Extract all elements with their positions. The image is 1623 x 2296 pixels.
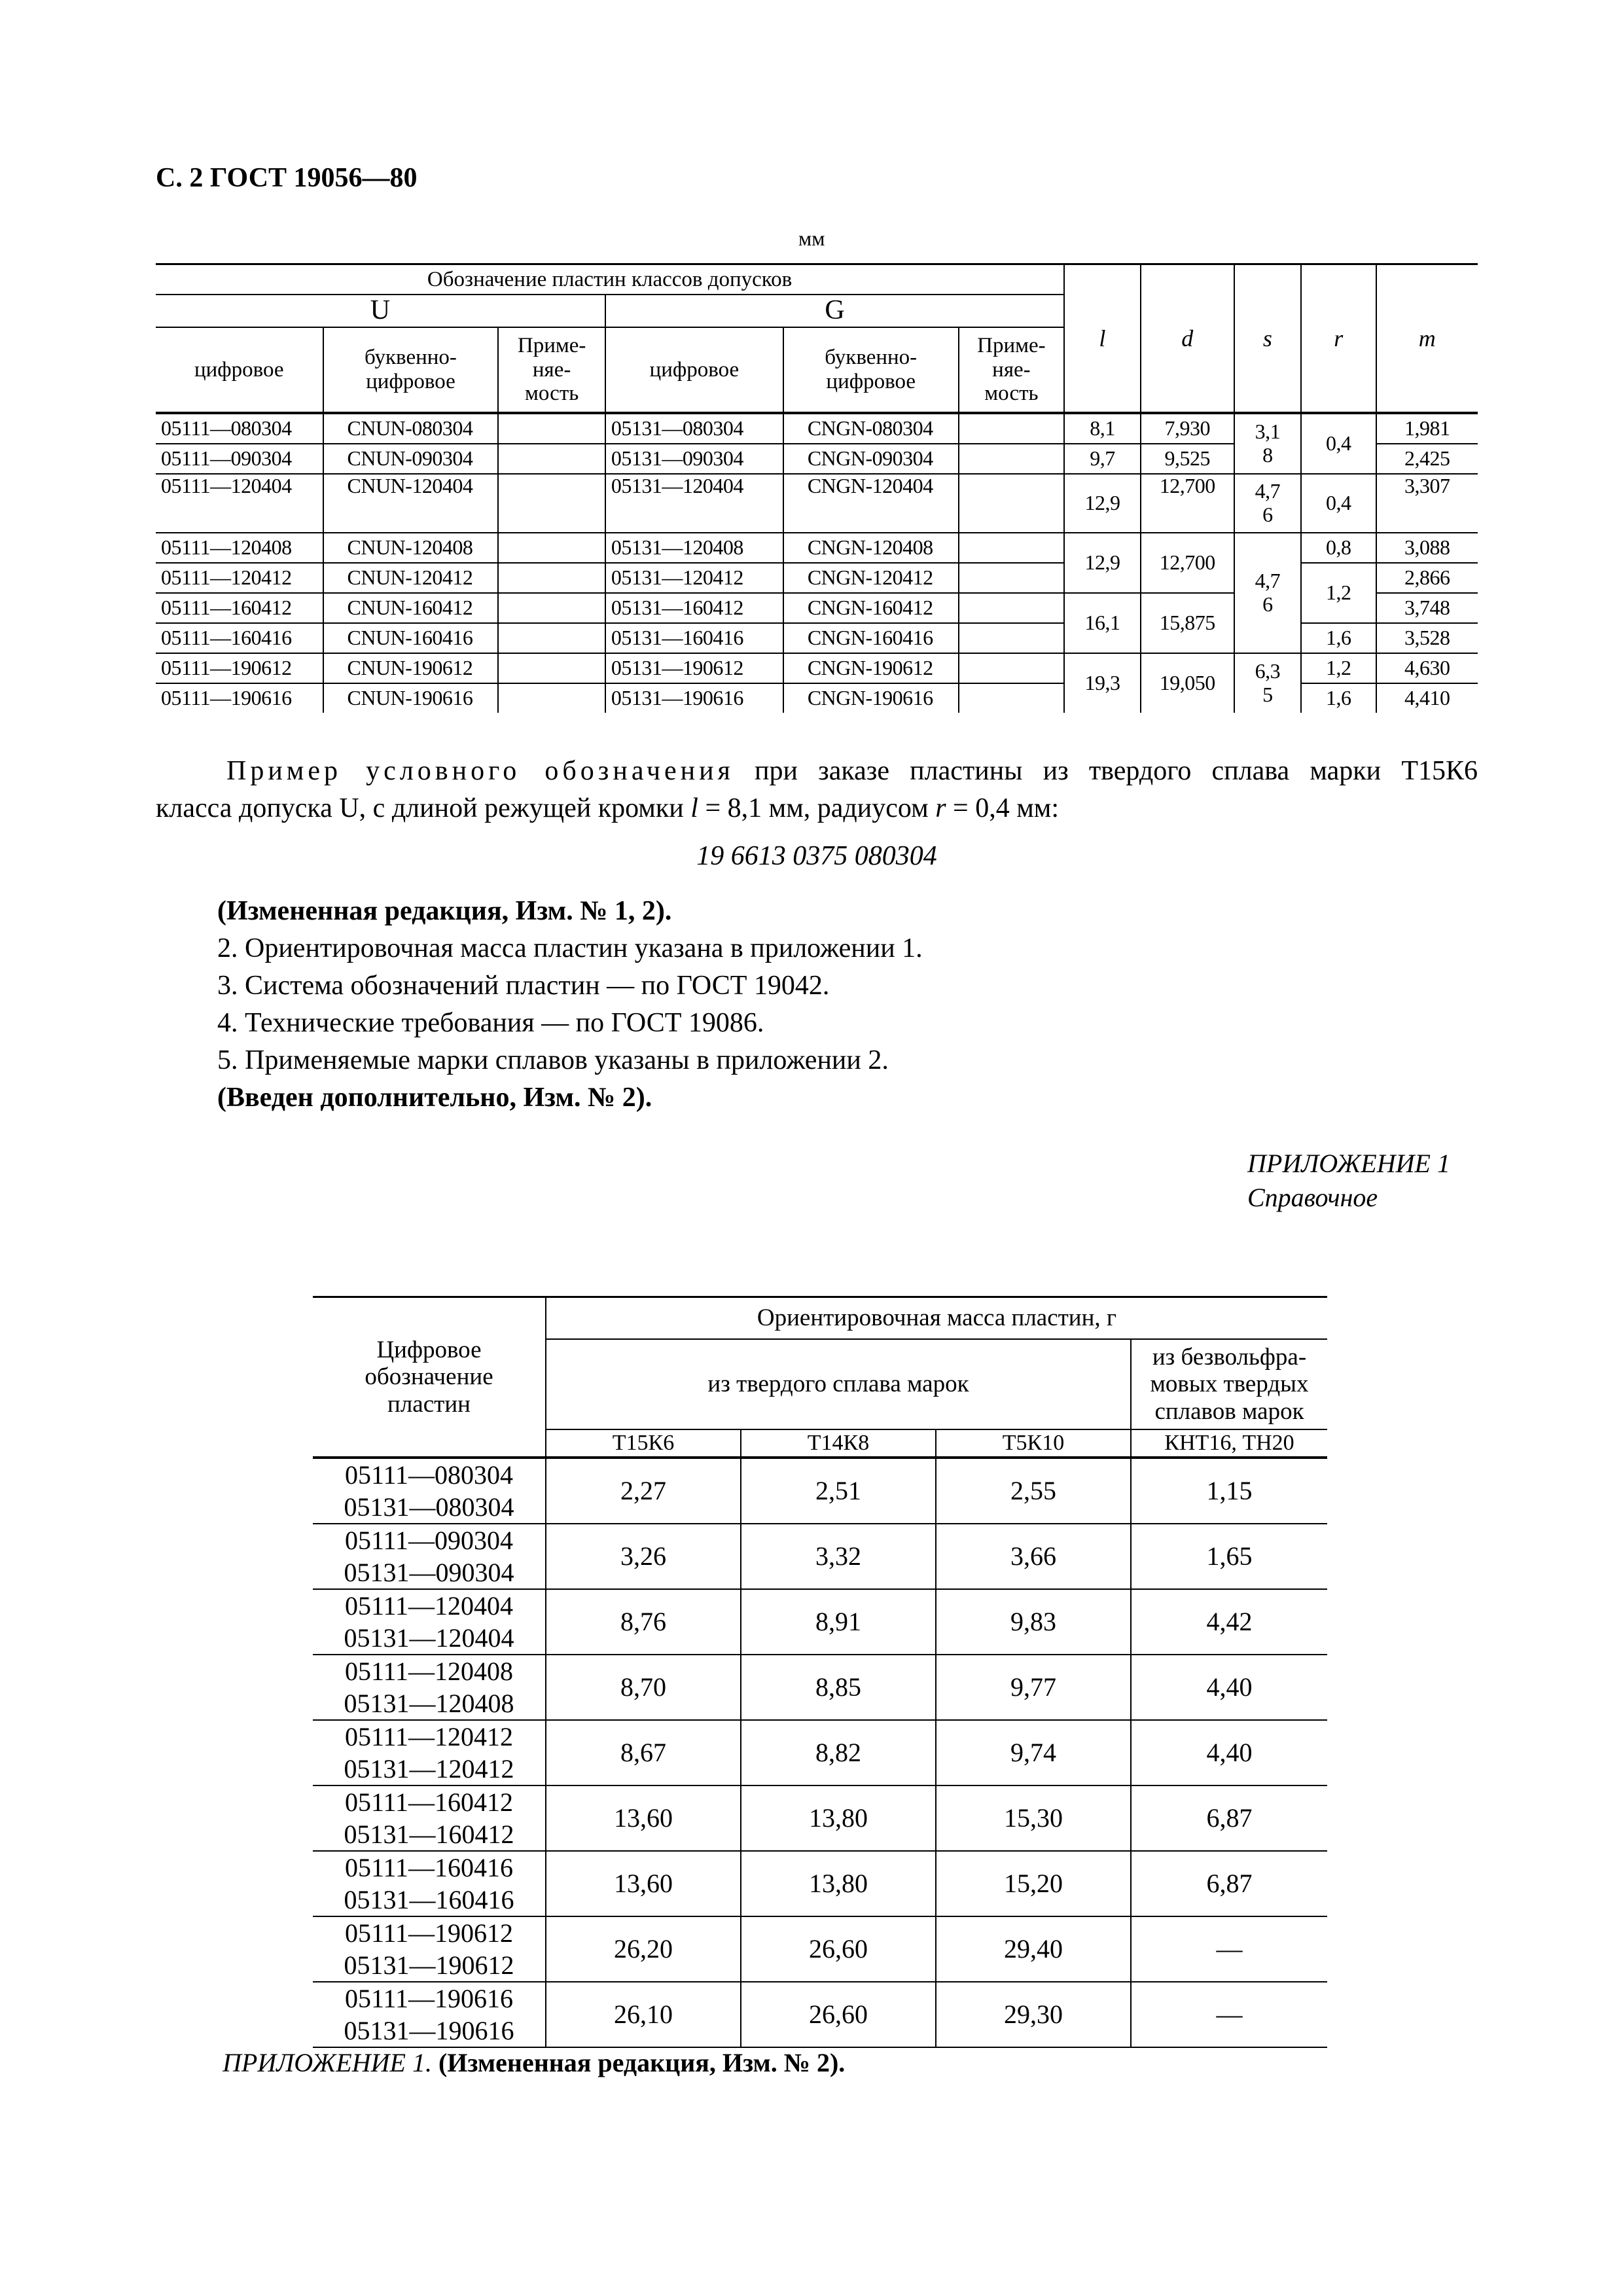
cell-r: 0,4: [1301, 413, 1376, 474]
cell-u-appl: [498, 474, 605, 533]
list-item: 3. Система обозначений пластин — по ГОСТ 19042.: [217, 971, 830, 1001]
cell-l: 12,9: [1064, 533, 1141, 593]
cell-l: 16,1: [1064, 593, 1141, 653]
cell-r: 1,6: [1301, 683, 1376, 713]
cell-mass: 29,40: [936, 1916, 1131, 1982]
cell-mass: 8,70: [546, 1655, 741, 1720]
cell-mass: 26,60: [741, 1916, 936, 1982]
table-row: [313, 1589, 1327, 1655]
cell-mass: 13,60: [546, 1785, 741, 1851]
col-g-alnum-text: буквенно-цифровое: [825, 346, 918, 393]
footer-note: [223, 2047, 845, 2078]
cell-mass: 26,60: [741, 1982, 936, 2047]
symbol-l: l: [690, 793, 698, 823]
cell-g-alnum: CNGN-160412: [783, 593, 959, 623]
cell-u-alnum: CNUN-160416: [323, 623, 499, 653]
col-m: m: [1376, 264, 1478, 414]
group-nonw-header: из безвольфра- мовых твердых сплавов марок: [1131, 1339, 1327, 1429]
group-hard-header: из твердого сплава марок: [546, 1339, 1131, 1429]
cell-u-alnum: CNUN-160412: [323, 593, 499, 623]
cell-s: 3,1 8: [1234, 413, 1301, 474]
footer-italic: ПРИЛОЖЕНИЕ 1.: [223, 2048, 438, 2077]
cell-code: 05111—080304 05131—080304: [313, 1458, 546, 1524]
cell-g-appl: [959, 593, 1065, 623]
cell-u-digital: 05111—160416: [156, 623, 323, 653]
table-row: [313, 1982, 1327, 2047]
cell-u-alnum: CNUN-190612: [323, 653, 499, 683]
appendix-title: ПРИЛОЖЕНИЕ 1: [1247, 1149, 1450, 1178]
col-g-appl: Приме- няе- мость: [959, 327, 1065, 413]
col-u-appl: Приме- няе- мость: [498, 327, 605, 413]
cell-l: 9,7: [1064, 444, 1141, 474]
cell-mass: 3,26: [546, 1524, 741, 1589]
col-d: d: [1141, 264, 1234, 414]
cell-g-appl: [959, 563, 1065, 593]
cell-g-alnum: CNGN-190616: [783, 683, 959, 713]
class-u-header: U: [156, 295, 605, 327]
list-item: 2. Ориентировочная масса пластин указана в приложении 1.: [217, 933, 923, 963]
cell-mass: 8,85: [741, 1655, 936, 1720]
appendix-heading: [1247, 1147, 1450, 1215]
cell-d: 12,700: [1141, 474, 1234, 533]
cell-u-alnum: CNUN-120404: [323, 474, 499, 533]
table-row: [156, 533, 1478, 563]
example-text: класса допуска U, с длиной режущей кромки: [156, 793, 691, 823]
cell-u-alnum: CNUN-120412: [323, 563, 499, 593]
col-u-digital: цифровое: [156, 327, 323, 413]
list-item: 5. Применяемые марки сплавов указаны в приложении 2.: [217, 1045, 889, 1075]
cell-g-alnum: CNGN-090304: [783, 444, 959, 474]
brand-knt16: КНТ16, ТН20: [1131, 1429, 1327, 1458]
cell-u-appl: [498, 533, 605, 563]
group-header: Обозначение пластин классов допусков: [156, 264, 1064, 295]
cell-mass: 26,10: [546, 1982, 741, 2047]
cell-d: 7,930: [1141, 413, 1234, 444]
cell-mass: 15,30: [936, 1785, 1131, 1851]
cell-m: 2,425: [1376, 444, 1478, 474]
col-r: r: [1301, 264, 1376, 414]
table-row: [313, 1785, 1327, 1851]
cell-g-appl: [959, 533, 1065, 563]
cell-mass: 8,67: [546, 1720, 741, 1785]
symbol-r: r: [935, 793, 946, 823]
table-row: [313, 1458, 1327, 1524]
cell-mass: 9,83: [936, 1589, 1131, 1655]
example-code: 19 6613 0375 080304: [696, 841, 937, 871]
cell-u-alnum: CNUN-120408: [323, 533, 499, 563]
list-item: 4. Технические требования — по ГОСТ 19086.: [217, 1008, 764, 1038]
cell-g-digital: 05131—160416: [605, 623, 783, 653]
cell-mass: 4,40: [1131, 1720, 1327, 1785]
cell-u-alnum: CNUN-080304: [323, 413, 499, 444]
footer-bold: (Измененная редакция, Изм. № 2).: [438, 2048, 846, 2077]
cell-d: 9,525: [1141, 444, 1234, 474]
cell-r: 1,2: [1301, 653, 1376, 683]
table-row: [313, 1851, 1327, 1916]
cell-u-digital: 05111—190612: [156, 653, 323, 683]
cell-g-alnum: CNGN-120404: [783, 474, 959, 533]
notes-list: [217, 893, 923, 1117]
cell-l: 19,3: [1064, 653, 1141, 713]
cell-r: 1,6: [1301, 623, 1376, 653]
cell-mass: 2,55: [936, 1458, 1131, 1524]
cell-r: 0,4: [1301, 474, 1376, 533]
cell-g-digital: 05131—080304: [605, 413, 783, 444]
cell-u-digital: 05111—120412: [156, 563, 323, 593]
added-note: (Введен дополнительно, Изм. № 2).: [217, 1083, 652, 1113]
cell-g-alnum: CNGN-190612: [783, 653, 959, 683]
cell-g-digital: 05131—120404: [605, 474, 783, 533]
example-text: = 0,4 мм:: [946, 793, 1060, 823]
cell-mass: 2,51: [741, 1458, 936, 1524]
page-title: С. 2 ГОСТ 19056—80: [156, 163, 418, 193]
cell-u-digital: 05111—160412: [156, 593, 323, 623]
cell-m: 4,410: [1376, 683, 1478, 713]
class-g-header: G: [605, 295, 1064, 327]
cell-mass: 1,15: [1131, 1458, 1327, 1524]
cell-l: 8,1: [1064, 413, 1141, 444]
cell-code: 05111—160416 05131—160416: [313, 1851, 546, 1916]
col-l: l: [1064, 264, 1141, 414]
example-rest-text: при заказе пластины из твердого сплава марки Т15К6: [734, 756, 1478, 786]
brand-t14k8: Т14К8: [741, 1429, 936, 1458]
col-g-digital: цифровое: [605, 327, 783, 413]
cell-g-appl: [959, 683, 1065, 713]
cell-m: 3,748: [1376, 593, 1478, 623]
cell-mass: 8,82: [741, 1720, 936, 1785]
table-row: [313, 1720, 1327, 1785]
cell-u-digital: 05111—090304: [156, 444, 323, 474]
cell-mass: —: [1131, 1916, 1327, 1982]
cell-g-digital: 05131—120412: [605, 563, 783, 593]
cell-code: 05111—190616 05131—190616: [313, 1982, 546, 2047]
cell-mass: 3,32: [741, 1524, 936, 1589]
cell-mass: 13,60: [546, 1851, 741, 1916]
cell-g-appl: [959, 653, 1065, 683]
cell-code: 05111—190612 05131—190612: [313, 1916, 546, 1982]
brand-t5k10: Т5К10: [936, 1429, 1131, 1458]
cell-mass: 1,65: [1131, 1524, 1327, 1589]
cell-g-alnum: CNGN-160416: [783, 623, 959, 653]
cell-m: 2,866: [1376, 563, 1478, 593]
col-u-alnum-text: буквенно-цифровое: [364, 346, 457, 393]
cell-mass: 26,20: [546, 1916, 741, 1982]
cell-g-alnum: CNGN-080304: [783, 413, 959, 444]
cell-u-appl: [498, 444, 605, 474]
cell-g-appl: [959, 413, 1065, 444]
dimensions-table: [156, 263, 1478, 713]
cell-mass: 6,87: [1131, 1851, 1327, 1916]
edited-note: (Измененная редакция, Изм. № 1, 2).: [217, 896, 672, 926]
cell-code: 05111—160412 05131—160412: [313, 1785, 546, 1851]
cell-u-alnum: CNUN-190616: [323, 683, 499, 713]
cell-g-appl: [959, 444, 1065, 474]
cell-d: 12,700: [1141, 533, 1234, 593]
cell-g-alnum: CNGN-120408: [783, 533, 959, 563]
cell-code: 05111—120404 05131—120404: [313, 1589, 546, 1655]
cell-mass: 29,30: [936, 1982, 1131, 2047]
example-text: = 8,1 мм, радиусом: [698, 793, 936, 823]
cell-mass: 4,42: [1131, 1589, 1327, 1655]
cell-code: 05111—090304 05131—090304: [313, 1524, 546, 1589]
cell-g-digital: 05131—160412: [605, 593, 783, 623]
cell-mass: 9,74: [936, 1720, 1131, 1785]
table-row: [156, 474, 1478, 533]
cell-u-appl: [498, 413, 605, 444]
cell-g-appl: [959, 623, 1065, 653]
unit-label: мм: [798, 226, 825, 250]
cell-l: 12,9: [1064, 474, 1141, 533]
cell-g-digital: 05131—120408: [605, 533, 783, 563]
col-u-alnum: [323, 327, 499, 413]
cell-mass: 8,76: [546, 1589, 741, 1655]
table-row: [313, 1524, 1327, 1589]
cell-mass: 8,91: [741, 1589, 936, 1655]
cell-g-digital: 05131—190612: [605, 653, 783, 683]
cell-u-digital: 05111—120404: [156, 474, 323, 533]
cell-s: 4,7 6: [1234, 533, 1301, 653]
col-s: s: [1234, 264, 1301, 414]
cell-mass: 9,77: [936, 1655, 1131, 1720]
table-row: [313, 1916, 1327, 1982]
cell-g-digital: 05131—190616: [605, 683, 783, 713]
cell-u-digital: 05111—080304: [156, 413, 323, 444]
example-spaced-text: Пример условного обозначения: [226, 756, 734, 786]
cell-mass: 4,40: [1131, 1655, 1327, 1720]
example-paragraph-line1: [226, 753, 1478, 790]
cell-m: 3,307: [1376, 474, 1478, 533]
cell-mass: 15,20: [936, 1851, 1131, 1916]
cell-g-digital: 05131—090304: [605, 444, 783, 474]
cell-u-appl: [498, 563, 605, 593]
cell-d: 19,050: [1141, 653, 1234, 713]
cell-m: 4,630: [1376, 653, 1478, 683]
col-g-alnum: [783, 327, 959, 413]
cell-code: 05111—120408 05131—120408: [313, 1655, 546, 1720]
table-row: [313, 1655, 1327, 1720]
cell-u-appl: [498, 593, 605, 623]
cell-s: 6,3 5: [1234, 653, 1301, 713]
cell-u-alnum: CNUN-090304: [323, 444, 499, 474]
cell-r: 1,2: [1301, 563, 1376, 623]
col-code-header: Цифровое обозначение пластин: [313, 1297, 546, 1458]
table-row: [156, 653, 1478, 683]
cell-m: 3,088: [1376, 533, 1478, 563]
cell-mass: 6,87: [1131, 1785, 1327, 1851]
group-mass-header: Ориентировочная масса пластин, г: [546, 1297, 1327, 1340]
cell-mass: 2,27: [546, 1458, 741, 1524]
cell-u-appl: [498, 623, 605, 653]
cell-g-alnum: CNGN-120412: [783, 563, 959, 593]
table-row: [156, 413, 1478, 444]
cell-mass: 13,80: [741, 1851, 936, 1916]
mass-table: [313, 1296, 1327, 2048]
cell-g-appl: [959, 474, 1065, 533]
cell-m: 1,981: [1376, 413, 1478, 444]
cell-code: 05111—120412 05131—120412: [313, 1720, 546, 1785]
cell-r: 0,8: [1301, 533, 1376, 563]
cell-mass: 3,66: [936, 1524, 1131, 1589]
appendix-subtitle: Справочное: [1247, 1183, 1378, 1212]
cell-mass: 13,80: [741, 1785, 936, 1851]
cell-u-appl: [498, 653, 605, 683]
cell-m: 3,528: [1376, 623, 1478, 653]
cell-d: 15,875: [1141, 593, 1234, 653]
brand-t15k6: Т15К6: [546, 1429, 741, 1458]
example-paragraph-line2: [156, 790, 1059, 827]
cell-s: 4,7 6: [1234, 474, 1301, 533]
cell-u-digital: 05111—190616: [156, 683, 323, 713]
cell-mass: —: [1131, 1982, 1327, 2047]
cell-u-digital: 05111—120408: [156, 533, 323, 563]
cell-u-appl: [498, 683, 605, 713]
